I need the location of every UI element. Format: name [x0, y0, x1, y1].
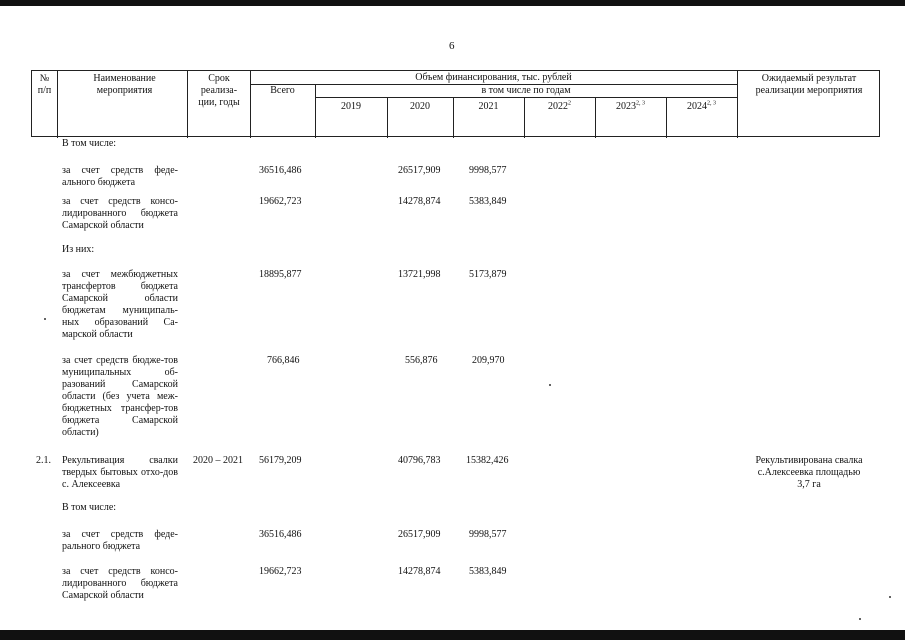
- row-total: 19662,723: [259, 196, 302, 207]
- row-2021: 9998,577: [469, 529, 507, 540]
- row-2021: 209,970: [472, 355, 505, 366]
- scan-speck: [44, 318, 46, 320]
- row-description: за счет средств феде-ального бюджета: [62, 165, 178, 188]
- row-2021: 9998,577: [469, 165, 507, 176]
- row-2020: 14278,874: [398, 566, 441, 577]
- row-2021: 5173,879: [469, 269, 507, 280]
- row-2021: 15382,426: [466, 455, 509, 466]
- row-total: 36516,486: [259, 165, 302, 176]
- row-term: 2020 – 2021: [193, 455, 243, 466]
- row-subtitle: В том числе:: [62, 502, 117, 513]
- row-2020: 14278,874: [398, 196, 441, 207]
- header-name: Наименование мероприятия: [93, 73, 156, 96]
- row-total: 19662,723: [259, 566, 302, 577]
- row-description: за счет средств феде-рального бюджета: [62, 529, 178, 552]
- row-description: за счет средств консо-лидированного бюджета Самарской области: [62, 566, 178, 601]
- scan-speck: [859, 618, 861, 620]
- header-term: Срок реализа-ции, годы: [198, 73, 240, 108]
- bottom-border: [0, 630, 905, 640]
- row-description: за счет средств консо-лидированного бюджета Самарской области: [62, 196, 178, 231]
- row-subtitle: В том числе:: [62, 138, 117, 149]
- row-description: Рекультивация свалки твердых бытовых отхо-дов с. Алексеевка: [62, 455, 178, 490]
- header-2020: 2020: [410, 101, 430, 112]
- row-2020: 40796,783: [398, 455, 441, 466]
- header-2019: 2019: [341, 101, 361, 112]
- table-header: [31, 70, 880, 137]
- row-total: 766,846: [267, 355, 300, 366]
- row-2020: 26517,909: [398, 529, 441, 540]
- row-2021: 5383,849: [469, 566, 507, 577]
- row-total: 18895,877: [259, 269, 302, 280]
- header-result: Ожидаемый результат реализации мероприятия: [755, 73, 863, 96]
- row-2020: 13721,998: [398, 269, 441, 280]
- row-2020: 556,876: [405, 355, 438, 366]
- row-description: за счет межбюджетных трансфертов бюджета Самарской области бюджетам муниципаль-ных образований Са-марской области: [62, 269, 178, 340]
- scan-speck: [889, 596, 891, 598]
- row-total: 36516,486: [259, 529, 302, 540]
- row-total: 56179,209: [259, 455, 302, 466]
- header-2024: 2024$^{2, 3}$: [687, 100, 716, 112]
- header-2023: 2023$^{2, 3}$: [616, 100, 645, 112]
- header-2022: 2022$^2$: [548, 100, 571, 112]
- row-2021: 5383,849: [469, 196, 507, 207]
- header-by-years: в том числе по годам: [481, 85, 571, 96]
- top-border: [0, 0, 905, 6]
- header-funding: Объем финансирования, тыс. рублей: [415, 72, 572, 83]
- row-number: 2.1.: [36, 455, 51, 466]
- page-number: 6: [449, 40, 455, 52]
- header-total: Всего: [270, 85, 295, 96]
- header-no: № п/п: [37, 73, 52, 96]
- row-description: за счет средств бюдже-тов муниципальных об-разований Самарской области (без учета меж-бюджетных трансфер-тов бюджета Самарской области): [62, 355, 178, 438]
- row-subtitle: Из них:: [62, 244, 95, 255]
- header-2021: 2021: [478, 101, 499, 112]
- row-2020: 26517,909: [398, 165, 441, 176]
- scan-speck: [549, 384, 551, 386]
- row-result: Рекультивирована свалка с.Алексеевка площадью 3,7 га: [755, 455, 863, 490]
